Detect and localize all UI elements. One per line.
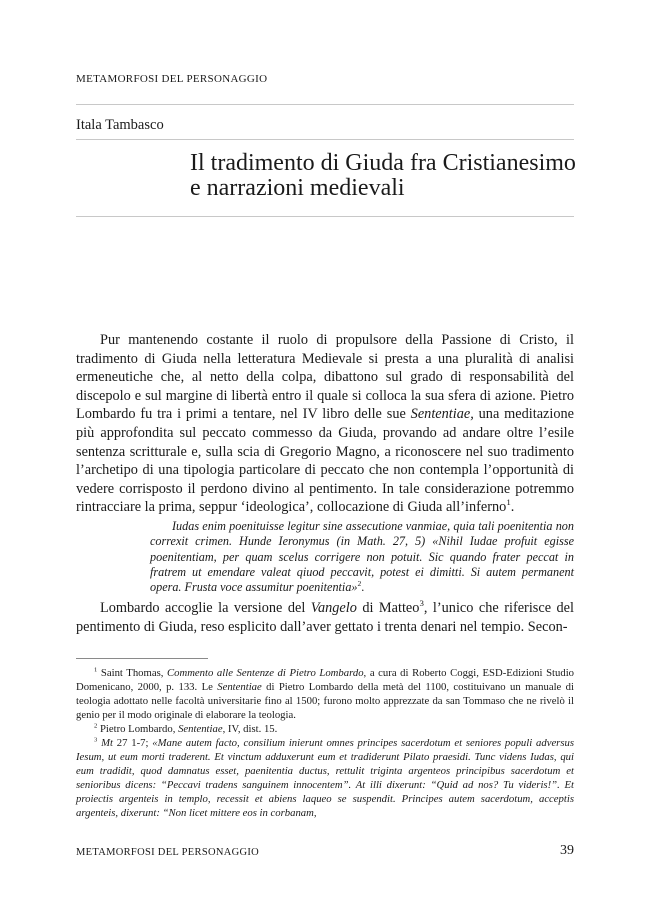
footnote-1-text-a: Saint Thomas, [97,667,168,679]
page-number: 39 [560,843,574,858]
footnote-ref-1[interactable]: 1 [506,497,511,508]
footnote-3-quote: «Mane autem facto, consilium inierunt omnes principes sacerdotum et seniores populi adversus Iesum, ut eum morti traderent. Et vinctum adduxerunt eum et tradiderunt Pilato praesidi. Tunc videns Iudas, qui eum tradidit, quod damnatus esset, paenitentia ductus, rettulit triginta argenteos principibus sacerdotum et senioribus dicens: “Peccavi tradens sanguinem innocentem”. At illi dixerunt: “Quid ad nos? Tu videris!”. Et proiectis argenteis in templo, recessit et abiens laqueo se suspendit. Principes autem sacerdotum, acceptis argenteis, dixerunt: “Non licet mittere eos in corbanam, [76,737,575,819]
footnote-1-emphasis-2: Sententiae [217,681,262,693]
paragraph-1-emphasis: Sententiae, [410,406,474,423]
running-foot: METAMORFOSI DEL PERSONAGGIO [76,847,260,858]
author-rule [76,139,574,140]
footnote-ref-2[interactable]: 2 [357,579,362,589]
paragraph-2-text-a: Lombardo accoglie la versione del [100,600,311,616]
footnote-3 [76,736,574,820]
footnote-2-text-a: Pietro Lombardo, [97,723,179,735]
footnote-2-text-b: , IV, dist. 15. [222,723,278,735]
paragraph-1 [76,331,574,517]
footnote-3-text-a: 27 1-7; [112,737,153,749]
paragraph-1-text-a: Pur mantenendo costante il ruolo di propulsore della Passione di Cristo, il tradimento di Giuda nella letteratura Medievale si presta a una pluralità di analisi ermeneutiche che, al netto della colpa, dibattono sul grado di responsabilità del discepolo e sul margine di libertà entro il quale si colloca la sua sfera di azione. Pietro Lombardo fu tra i primi a tentare, nel IV libro delle sue [76,332,574,423]
running-head: METAMORFOSI DEL PERSONAGGIO [76,73,268,85]
footnote-3-number: 3 [94,736,98,744]
footnote-2-emphasis: Sententiae [178,723,223,735]
footnote-ref-3[interactable]: 3 [419,598,424,609]
paragraph-2-emphasis: Vangelo [310,600,357,616]
paragraph-2 [76,599,574,636]
footnote-2 [76,722,574,736]
block-quote-text: Iudas enim poenituisse legitur sine assecutione vanmiae, quia tali poenitentia non correxit crimen. Hunde Ieronymus (in Math. 27, 5) «Nihil Iudae profuit egisse poenitentiam, per quam scelus corrigere non potuit. Sic quando frater peccat in fratrem ut emendare valeat qiuod peccavit, potest ei dimitti. Si autem permanent opera. Frusta voce assumitur poenitentia» [150,519,574,595]
footnotes [76,666,574,820]
footnote-3-emphasis: Mt [97,737,113,749]
footnote-2-number: 2 [94,722,98,730]
footnote-separator [76,658,208,659]
title-line-1: Il tradimento di Giuda fra Cristianesimo [190,150,576,176]
article-author: Itala Tambasco [76,117,164,133]
title-rule [76,216,574,217]
footnote-1-emphasis: Commento alle Sentenze di Pietro Lombardo [167,667,364,679]
paragraph-1-end: . [510,499,515,516]
footnote-1-text-b: , a cura di Roberto Coggi, ESD-Edizioni Studio Domenicano, 2000, p. 133. Le [76,667,575,693]
paragraph-2-text-c: , l’unico che riferisce del pentimento di Giuda, reso esplicito dall’aver gettato i trenta denari nel tempio. Secon- [76,600,574,635]
block-quote [150,519,574,595]
paragraph-2-text-b: di Matteo [356,600,420,616]
block-quote-end: . [361,580,365,595]
footnote-1-text-c: di Pietro Lombardo della metà del 1100, costituivano un manuale di teologia adottato nelle facoltà universitarie fino al 1500; furono molto apprezzate da san Tommaso che ne rivelò il genio per il modo originale di elaborare la teologia. [76,681,574,721]
header-rule [76,104,574,105]
paragraph-1-text-b: una meditazione più approfondita sul peccato commesso da Giuda, provando ad andare oltre l’esile sentenza scritturale e, sulla scia di Gregorio Magno, a riconoscere nel suo tradimento l’archetipo di una tipologia particolare di peccato che non contempla l’opportunità di vedere corrisposto il perdono divino al pentimento. In tale considerazione potremmo rintracciare la prima, seppur ‘ideologica’, collocazione di Giuda all’inferno [76,406,575,516]
footnote-1 [76,666,574,722]
footnote-1-number: 1 [94,666,98,674]
title-line-2: e narrazioni medievali [190,175,405,201]
article-title [190,151,590,201]
